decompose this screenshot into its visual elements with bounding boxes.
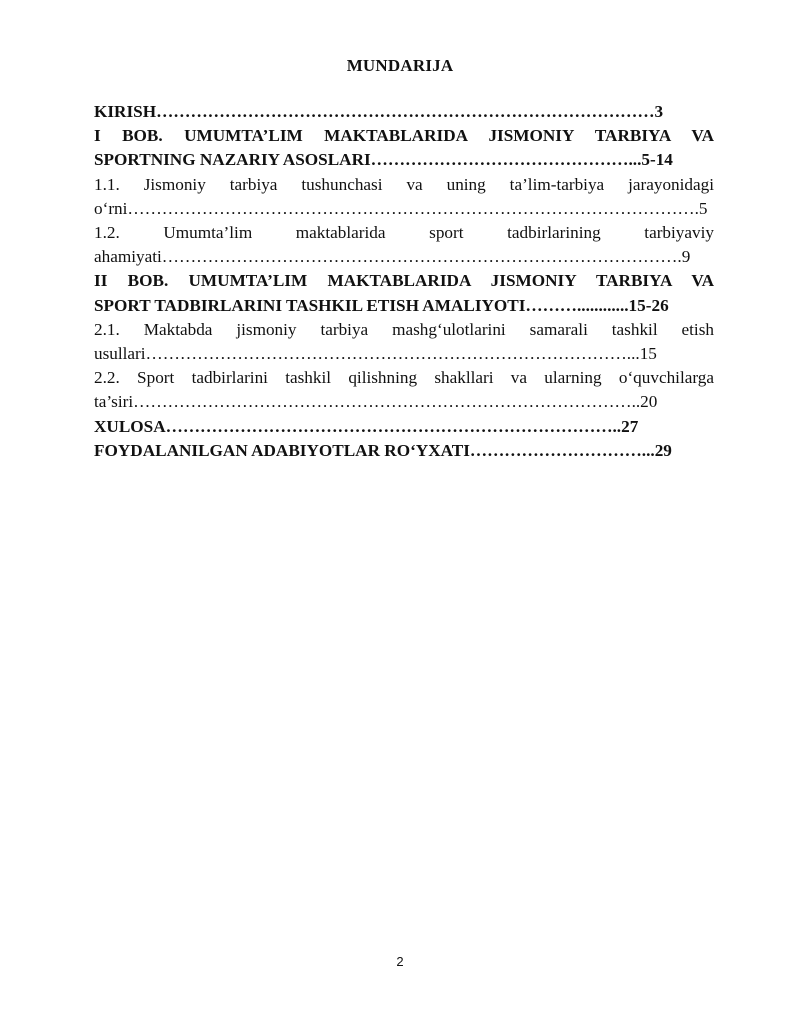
toc-entry-section-2-1-line-1: 2.1. Maktabda jismoniy tarbiya mashg‘ulotlarini samarali tashkil etish bbox=[94, 319, 714, 339]
toc-entry-section-2-1-line-2: usullari…………………………………………………………………………...15 bbox=[94, 344, 657, 364]
toc-entry-section-2-2-line-2: ta’siri……………………………………………………………………………..20 bbox=[94, 392, 658, 412]
toc-entry-chapter-1-line-2: SPORTNING NAZARIY ASOSLARI………………………………………...5-14 bbox=[94, 150, 673, 170]
toc-entry-introduction: KIRISH……………………………………………………………………………3 bbox=[94, 102, 664, 121]
toc-entry-conclusion: XULOSA……………………………………………………………………..27 bbox=[94, 416, 639, 436]
toc-entry-references: FOYDALANILGAN ADABIYOTLAR RO‘YXATI…………………………...29 bbox=[94, 440, 672, 460]
toc-entry-section-2-2-line-1: 2.2. Sport tadbirlarini tashkil qilishning shakllari va ularning o‘quvchilarga bbox=[94, 368, 714, 388]
toc-entry-chapter-1-line-1: I BOB. UMUMTA’LIM MAKTABLARIDA JISMONIY TARBIYA VA bbox=[94, 126, 714, 146]
toc-entry-chapter-2-line-2: SPORT TADBIRLARINI TASHKIL ETISH AMALIYOTI………............15-26 bbox=[94, 295, 669, 315]
toc-entry-section-1-1-line-2: o‘rni……………………………………………………………………………………….5 bbox=[94, 198, 708, 218]
page-title: MUNDARIJA bbox=[346, 56, 454, 75]
page-number: 2 bbox=[396, 954, 404, 969]
toc-entry-section-1-1-line-1: 1.1. Jismoniy tarbiya tushunchasi va uning ta’lim-tarbiya jarayonidagi bbox=[94, 174, 714, 194]
toc-entry-section-1-2-line-2: ahamiyati……………………………………………………………………………….9 bbox=[94, 247, 691, 267]
table-of-contents bbox=[94, 100, 714, 463]
toc-entry-section-1-2-line-1: 1.2. Umumta’lim maktablarida sport tadbirlarining tarbiyaviy bbox=[94, 223, 714, 243]
toc-entry-chapter-2-line-1: II BOB. UMUMTA’LIM MAKTABLARIDA JISMONIY TARBIYA VA bbox=[94, 271, 714, 291]
